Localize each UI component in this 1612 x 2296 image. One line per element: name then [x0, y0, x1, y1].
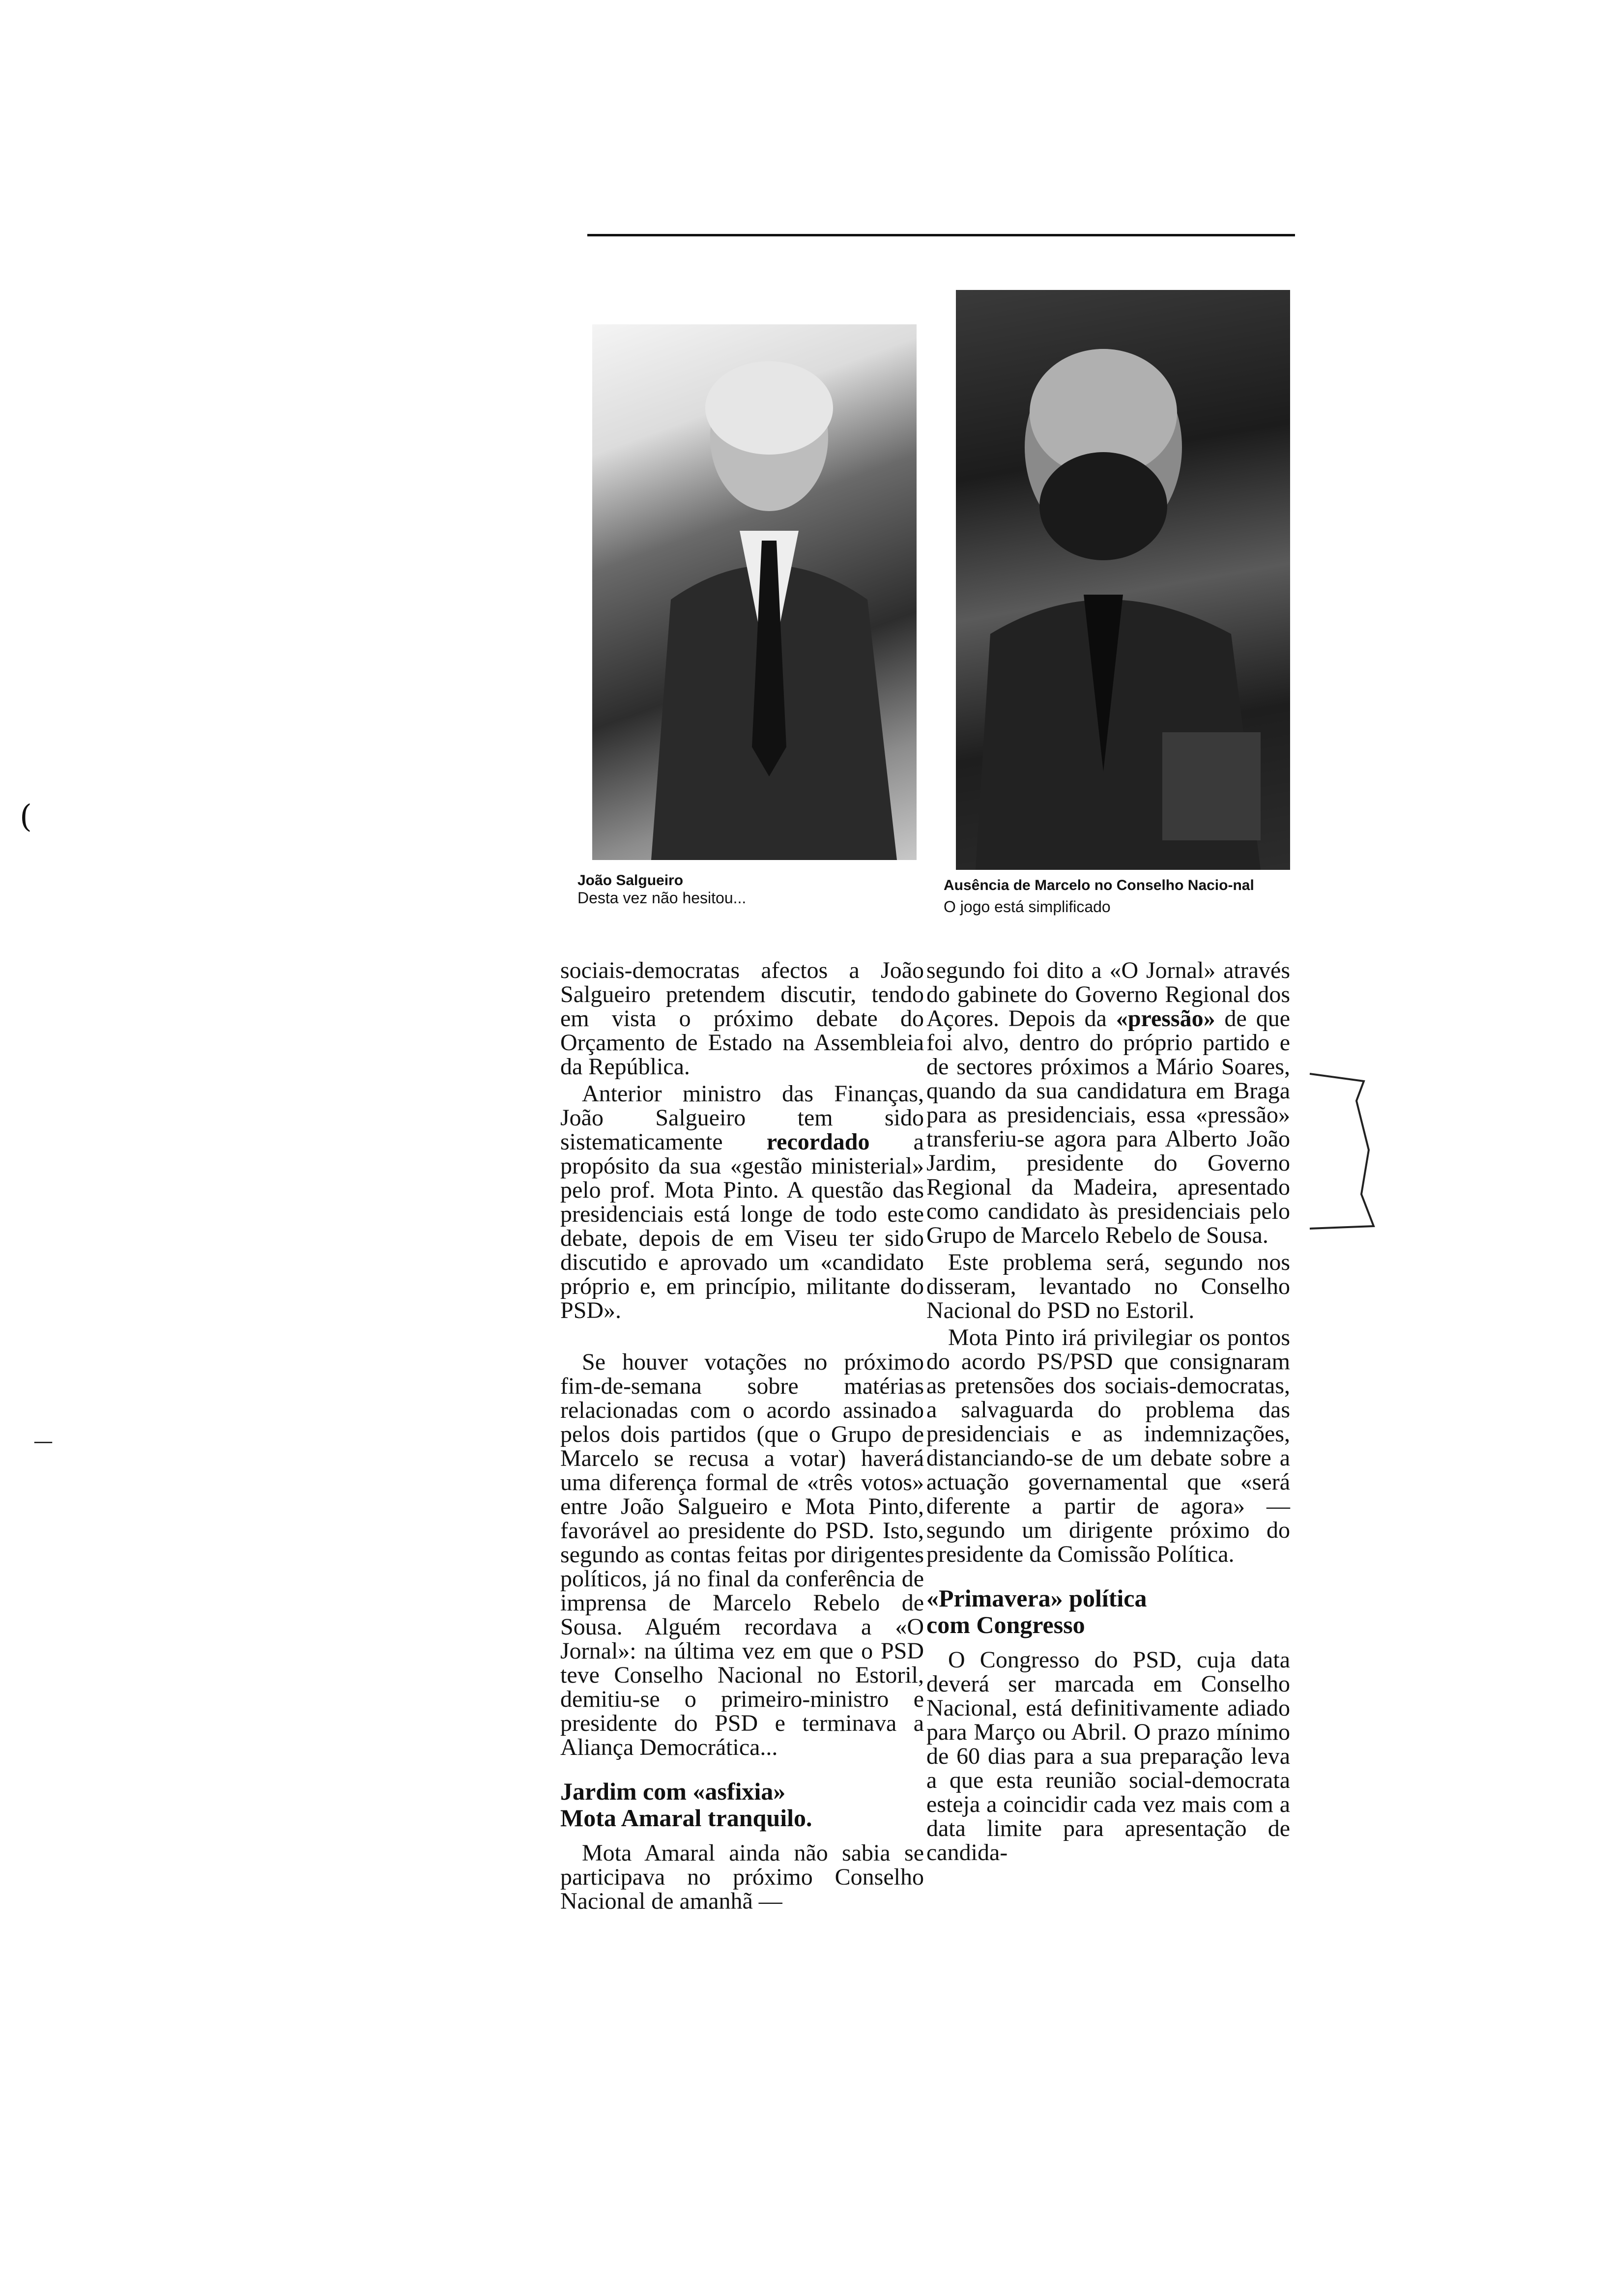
- margin-paren-mark: (: [20, 799, 32, 835]
- subheading: «Primavera» política com Congresso: [926, 1584, 1147, 1638]
- bold-word: recordado: [766, 1129, 870, 1155]
- article-column-right: [926, 958, 1290, 1867]
- paragraph: Mota Pinto irá privilegiar os pontos do acordo PS/PSD que consignaram as pretensões dos sociais-democratas, a salvaguarda do problema das presidenciais e as indemnizações, distanciando-se de um debate sobre a actuação governamental que «será diferente a partir de agora» — segundo um dirigente próximo do presidente da Comissão Política.: [926, 1324, 1290, 1567]
- handwritten-bracket-mark: [1307, 1071, 1376, 1234]
- paragraph: Se houver votações no próximo fim-de-semana sobre matérias relacionadas com o acordo assinado pelos dois partidos (que o Grupo de Marcelo se recusa a votar) haverá uma diferença formal de «três votos» entre João Salgueiro e Mota Pinto, favorável ao presidente do PSD. Isto, segundo as contas feitas por dirigentes políticos, já no final da conferência de imprensa de Marcelo Rebelo de Sousa. Alguém recordava a «O Jornal»: na última vez em que o PSD teve Conselho Nacional no Estoril, demitiu-se o primeiro-ministro e presidente do PSD e terminava a Aliança Democrática...: [560, 1349, 924, 1760]
- portrait-photo-icon: [956, 290, 1290, 870]
- photo-marcelo: [956, 290, 1290, 870]
- photo-joao-salgueiro: [592, 324, 917, 860]
- paragraph: Este problema será, segundo nos disseram, levantado no Conselho Nacional do PSD no Estoril.: [926, 1249, 1290, 1323]
- photo-caption-name: Ausência de Marcelo no Conselho Nacio-nal: [944, 877, 1254, 893]
- margin-dash-mark: —: [33, 1430, 53, 1453]
- top-rule: [587, 234, 1295, 236]
- photo-caption-text: O jogo está simplificado: [944, 898, 1111, 916]
- photo-caption-text: Desta vez não hesitou...: [577, 889, 747, 907]
- paragraph: O Congresso do PSD, cuja data deverá ser marcada em Conselho Nacional, está definitivamente adiado para Março ou Abril. O prazo mínimo de 60 dias para a sua preparação leva a que esta reunião social-democrata esteja a coincidir cada vez mais com a data limite para apresentação de candida-: [926, 1647, 1290, 1866]
- paragraph: Mota Amaral ainda não sabia se participava no próximo Conselho Nacional de amanhã —: [560, 1840, 924, 1914]
- paragraph: sociais-democratas afectos a João Salgueiro pretendem discutir, tendo em vista o próximo debate do Orçamento de Estado na Assembleia da República.: [560, 957, 924, 1080]
- article-column-left: [560, 958, 924, 1916]
- subheading: Jardim com «asfixia» Mota Amaral tranquilo.: [560, 1778, 812, 1832]
- bold-word: «pressão»: [1116, 1005, 1215, 1032]
- paragraph: Anterior ministro das Finanças, João Salgueiro tem sido sistematicamente recordado a propósito da sua «gestão ministerial» pelo prof. Mota Pinto. A questão das presidenciais está longe de todo este debate, depois de em Viseu ter sido discutido e aprovado um «candidato próprio e, em princípio, militante do PSD».: [560, 1081, 924, 1323]
- portrait-photo-icon: [592, 324, 917, 860]
- paragraph: segundo foi dito a «O Jornal» através do gabinete do Governo Regional dos Açores. Depois da «pressão» de que foi alvo, dentro do próprio partido e de sectores próximos a Mário Soares, quando da sua candidatura em Braga para as presidenciais, essa «pressão» transferiu-se agora para Alberto João Jardim, presidente do Governo Regional da Madeira, apresentado como candidato às presidenciais pelo Grupo de Marcelo Rebelo de Sousa.: [926, 957, 1290, 1248]
- photo-caption-name: João Salgueiro: [577, 872, 684, 889]
